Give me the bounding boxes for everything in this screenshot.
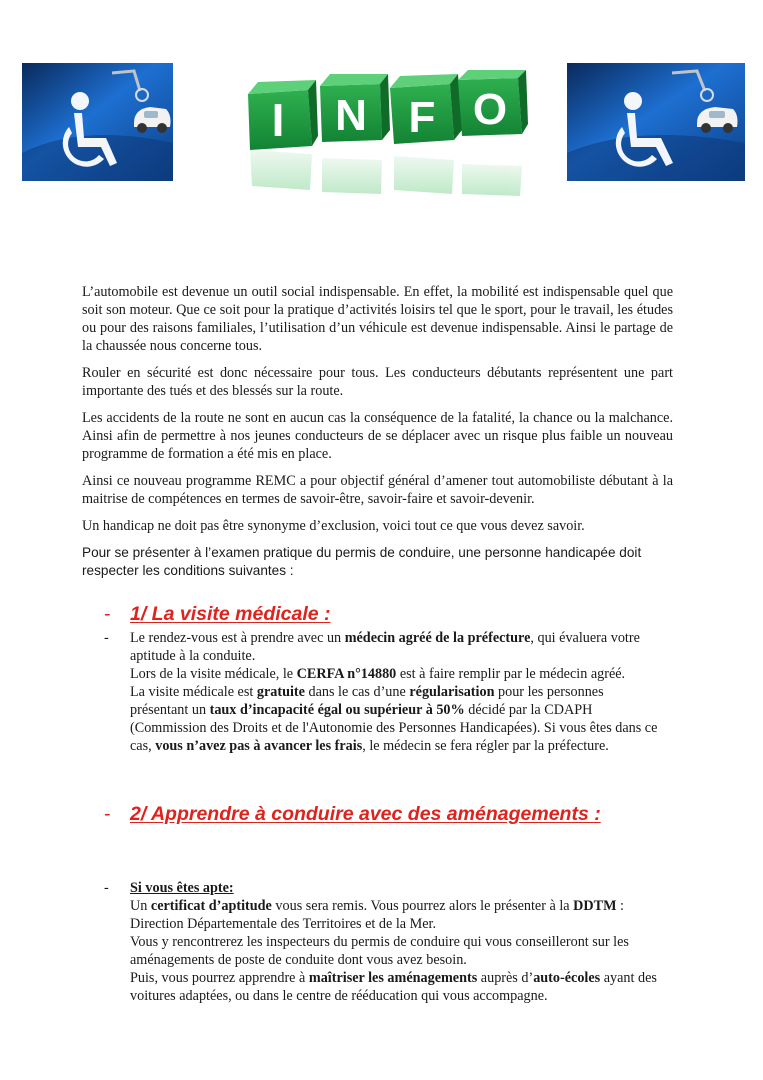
paragraph-remc: Ainsi ce nouveau programme REMC a pour objectif général d’amener tout automobiliste débutant à la maitrise de compétences en termes de savoir-être, savoir-faire et savoir-devenir. — [82, 473, 673, 507]
section-dash: - — [104, 603, 111, 625]
bullet-visite-medicale — [104, 629, 665, 755]
paragraph-safety: Rouler en sécurité est donc nécessaire pour tous. Les conducteurs débutants représentent une part importante des tués et des blessés sur la route. — [82, 365, 673, 399]
bullet-heading: Si vous êtes apte: — [130, 880, 234, 896]
wheelchair-sign-image-left — [22, 63, 173, 181]
section-title: 2/ Apprendre à conduire avec des aménagements : — [130, 803, 601, 825]
bullet-text-inspecteurs: Vous y rencontrerez les inspecteurs du permis de conduire qui vous conseilleront sur les aménagements de poste de conduite dont vous avez besoin. — [130, 934, 629, 968]
bullet-si-apte — [104, 879, 665, 1005]
bullet-text-certificat: Un certificat d’aptitude vous sera remis. Vous pourrez alors le présenter à la DDTM : Direction Départementale des Territoires et de la Mer. — [130, 898, 624, 932]
bullet-text-rdv: Le rendez-vous est à prendre avec un médecin agréé de la préfecture, qui évaluera votre aptitude à la conduite. — [130, 630, 640, 664]
wheelchair-sign-image-right — [567, 63, 745, 181]
bullet-dash: - — [104, 880, 109, 896]
section-visite-medicale — [104, 603, 331, 626]
paragraph-mobility: L’automobile est devenue un outil social indispensable. En effet, la mobilité est indispensable quel que soit son moteur. Que ce soit pour la pratique d’activités loisirs tel que le sport, pour le travail, les études ou pour des raisons familiales, l’utilisation d’un véhicule est devenue indispensable. Ainsi le partage de la chaussée nous concerne tous. — [82, 284, 673, 354]
svg-text:O: O — [472, 85, 508, 134]
section-title: 1/ La visite médicale : — [130, 603, 331, 625]
bullet-text-cerfa: Lors de la visite médicale, le CERFA n°14880 est à faire remplir par le médecin agréé. — [130, 666, 626, 682]
info-cubes-image — [240, 70, 530, 200]
bullet-text-apprendre: Puis, vous pourrez apprendre à maîtriser les aménagements auprès d’auto-écoles ayant des voitures adaptées, ou dans le centre de rééducation qui vous accompagne. — [130, 970, 657, 1004]
paragraph-handicap: Un handicap ne doit pas être synonyme d’exclusion, voici tout ce que vous devez savoir. — [82, 518, 585, 534]
section-apprendre-conduire — [104, 803, 601, 826]
paragraph-accidents: Les accidents de la route ne sont en aucun cas la conséquence de la fatalité, la chance ou la malchance. Ainsi afin de permettre à nos jeunes conducteurs de se déplacer avec un risque plus faible un nouveau programme de formation a été mis en place. — [82, 410, 673, 462]
svg-text:N: N — [335, 91, 367, 140]
intro-text — [82, 283, 673, 589]
wheelchair-car-key-icon — [567, 63, 745, 181]
bullet-dash: - — [104, 630, 109, 646]
info-cubes-icon — [240, 70, 530, 200]
bullet-text-gratuite: La visite médicale est gratuite dans le cas d’une régularisation pour les personnes présentant un taux d’incapacité égal ou supérieur à 50% décidé par la CDAPH (Commission des Droits et de l'Autonomie des Personnes Handicapées). Si vous êtes dans ce cas, vous n’avez pas à avancer les frais, le médecin se fera régler par la préfecture. — [130, 684, 658, 754]
svg-text:I: I — [271, 94, 285, 146]
wheelchair-car-key-icon — [22, 63, 173, 181]
section-dash: - — [104, 803, 111, 825]
svg-text:F: F — [408, 93, 436, 142]
paragraph-conditions: Pour se présenter à l’examen pratique du permis de conduire, une personne handicapée doit respecter les conditions suivantes : — [82, 545, 642, 578]
